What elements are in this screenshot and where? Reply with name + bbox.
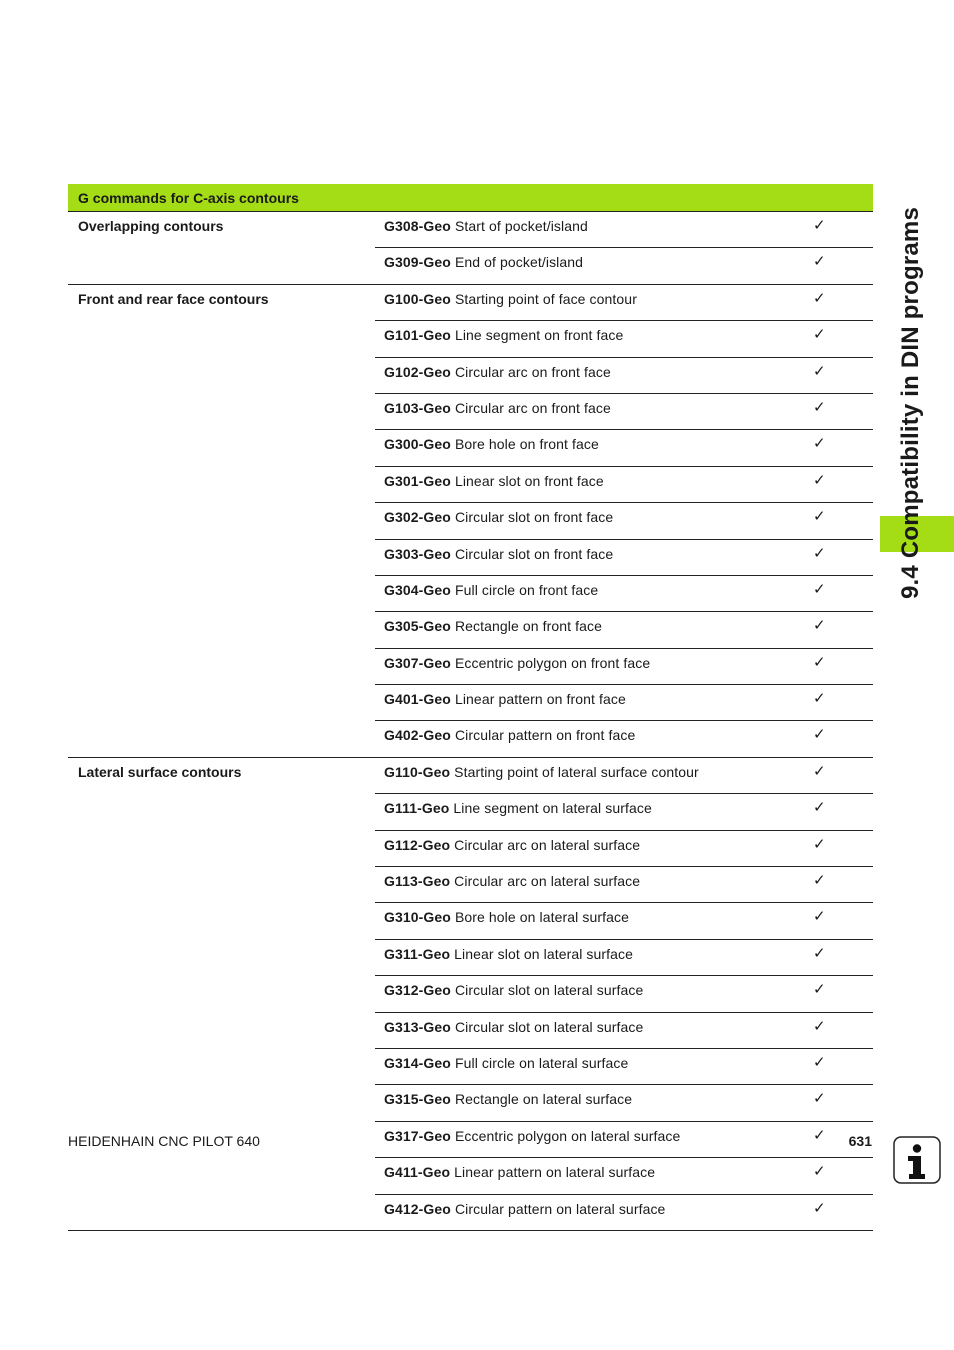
group-label-empty: [68, 503, 375, 539]
command-description: Circular arc on front face: [454, 399, 611, 416]
support-cell: [803, 539, 873, 575]
command-description: Bore hole on front face: [454, 436, 599, 453]
table-row: [68, 648, 873, 684]
command-cell: [375, 575, 803, 611]
command-code: G309-Geo: [384, 254, 451, 271]
support-cell: [803, 1048, 873, 1084]
command-cell: [375, 612, 803, 648]
checkmark-icon: ✓: [813, 1090, 826, 1108]
command-cell: [375, 830, 803, 866]
page-number: 631: [848, 1133, 872, 1149]
command-cell: [375, 903, 803, 939]
checkmark-icon: ✓: [813, 1126, 826, 1144]
table-row: [68, 503, 873, 539]
checkmark-icon: ✓: [813, 653, 826, 671]
support-cell: [803, 1194, 873, 1230]
support-cell: [803, 612, 873, 648]
command-description: Circular pattern on lateral surface: [454, 1200, 666, 1217]
table-title: G commands for C-axis contours: [68, 184, 873, 212]
checkmark-icon: ✓: [813, 872, 826, 890]
command-description: Linear slot on lateral surface: [454, 945, 634, 962]
support-cell: [803, 1012, 873, 1048]
command-cell: [375, 1121, 803, 1157]
table-row: [68, 867, 873, 903]
group-label-empty: [68, 721, 375, 757]
checkmark-icon: ✓: [813, 690, 826, 708]
support-cell: [803, 430, 873, 466]
group-label-empty: [68, 648, 375, 684]
table-row: [68, 1194, 873, 1230]
command-code: G101-Geo: [384, 327, 451, 344]
command-description: Circular arc on front face: [454, 363, 611, 380]
support-cell: [803, 685, 873, 721]
support-cell: [803, 903, 873, 939]
command-cell: [375, 539, 803, 575]
command-cell: [375, 503, 803, 539]
command-cell: [375, 721, 803, 757]
command-description: Circular slot on front face: [454, 545, 614, 562]
command-cell: [375, 867, 803, 903]
command-cell: [375, 939, 803, 975]
checkmark-icon: ✓: [813, 326, 826, 344]
command-code: G310-Geo: [384, 909, 451, 926]
support-cell: [803, 1085, 873, 1121]
group-label: Overlapping contours: [78, 218, 224, 234]
command-description: Rectangle on front face: [454, 618, 603, 635]
group-label-empty: [68, 539, 375, 575]
command-cell: [375, 794, 803, 830]
group-label-empty: [68, 794, 375, 830]
checkmark-icon: ✓: [813, 1017, 826, 1035]
checkmark-icon: ✓: [813, 1163, 826, 1181]
command-code: G304-Geo: [384, 581, 451, 598]
command-code: G315-Geo: [384, 1091, 451, 1108]
command-code: G402-Geo: [384, 727, 451, 744]
command-cell: [375, 248, 803, 284]
support-cell: [803, 648, 873, 684]
command-description: Full circle on lateral surface: [454, 1054, 629, 1071]
footer-product-name: HEIDENHAIN CNC PILOT 640: [68, 1133, 260, 1149]
checkmark-icon: ✓: [813, 981, 826, 999]
command-description: End of pocket/island: [454, 254, 584, 271]
info-icon: [893, 1136, 941, 1184]
support-cell: [803, 466, 873, 502]
command-code: G110-Geo: [384, 763, 451, 780]
command-cell: [375, 284, 803, 320]
group-label-empty: [68, 357, 375, 393]
command-cell: [375, 1048, 803, 1084]
command-description: Line segment on front face: [454, 327, 624, 344]
support-cell: [803, 248, 873, 284]
command-code: G302-Geo: [384, 509, 451, 526]
group-label-empty: [68, 939, 375, 975]
group-label-empty: [68, 248, 375, 284]
table-row: [68, 903, 873, 939]
command-cell: [375, 321, 803, 357]
command-code: G401-Geo: [384, 691, 451, 708]
group-label-empty: [68, 1158, 375, 1194]
support-cell: [803, 357, 873, 393]
command-description: Line segment on lateral surface: [453, 800, 652, 817]
table-row: [68, 1012, 873, 1048]
command-description: Circular slot on lateral surface: [454, 982, 644, 999]
checkmark-icon: ✓: [813, 1199, 826, 1217]
command-code: G305-Geo: [384, 618, 451, 635]
command-code: G312-Geo: [384, 982, 451, 999]
command-description: Eccentric polygon on lateral surface: [454, 1127, 681, 1144]
table-row: [68, 357, 873, 393]
checkmark-icon: ✓: [813, 762, 826, 780]
checkmark-icon: ✓: [813, 944, 826, 962]
table-row: [68, 830, 873, 866]
checkmark-icon: ✓: [813, 1053, 826, 1071]
command-description: Circular arc on lateral surface: [454, 873, 641, 890]
command-description: Eccentric polygon on front face: [454, 654, 651, 671]
support-cell: [803, 284, 873, 320]
command-description: Start of pocket/island: [454, 218, 588, 234]
checkmark-icon: ✓: [813, 799, 826, 817]
command-description: Linear pattern on lateral surface: [454, 1164, 656, 1181]
support-cell: [803, 575, 873, 611]
table-row: [68, 939, 873, 975]
group-label: Front and rear face contours: [68, 284, 375, 320]
command-description: Full circle on front face: [454, 581, 599, 598]
checkmark-icon: ✓: [813, 726, 826, 744]
checkmark-icon: ✓: [813, 362, 826, 380]
command-description: Circular arc on lateral surface: [454, 836, 641, 853]
command-cell: [375, 1158, 803, 1194]
command-cell: [375, 648, 803, 684]
checkmark-icon: ✓: [813, 580, 826, 598]
table-header-row: [68, 184, 873, 212]
command-code: G411-Geo: [384, 1164, 451, 1181]
support-cell: [803, 212, 873, 248]
command-description: Circular slot on front face: [454, 509, 614, 526]
command-code: G112-Geo: [384, 836, 451, 853]
group-label-empty: [68, 612, 375, 648]
checkmark-icon: ✓: [813, 471, 826, 489]
table-row: [68, 212, 873, 248]
table-row: [68, 976, 873, 1012]
support-cell: [803, 321, 873, 357]
checkmark-icon: ✓: [813, 908, 826, 926]
command-description: Starting point of lateral surface contour: [454, 763, 699, 780]
section-heading-vertical: 9.4 Compatibility in DIN programs: [897, 207, 924, 599]
command-code: G113-Geo: [384, 873, 451, 890]
command-cell: [375, 1085, 803, 1121]
table-row: [68, 466, 873, 502]
command-description: Circular pattern on front face: [454, 727, 636, 744]
support-cell: [803, 1158, 873, 1194]
table-row: [68, 794, 873, 830]
table-row: [68, 248, 873, 284]
checkmark-icon: ✓: [813, 253, 826, 271]
command-cell: [375, 212, 803, 248]
support-cell: [803, 503, 873, 539]
table-row: [68, 1048, 873, 1084]
command-cell: [375, 357, 803, 393]
command-description: Circular slot on lateral surface: [454, 1018, 644, 1035]
command-cell: [375, 685, 803, 721]
command-code: G300-Geo: [384, 436, 451, 453]
command-code: G303-Geo: [384, 545, 451, 562]
checkmark-icon: ✓: [813, 398, 826, 416]
g-commands-table: [68, 184, 873, 1231]
command-code: G317-Geo: [384, 1127, 451, 1144]
command-cell: [375, 393, 803, 429]
command-description: Starting point of face contour: [454, 290, 637, 307]
command-description: Linear pattern on front face: [454, 691, 626, 708]
command-code: G100-Geo: [384, 290, 451, 307]
checkmark-icon: ✓: [813, 217, 826, 234]
command-code: G111-Geo: [384, 800, 450, 817]
table-row: [68, 393, 873, 429]
command-code: G313-Geo: [384, 1018, 451, 1035]
command-cell: [375, 466, 803, 502]
group-label-empty: [68, 867, 375, 903]
support-cell: [803, 393, 873, 429]
command-code: G102-Geo: [384, 363, 451, 380]
table-row: [68, 685, 873, 721]
command-code: G412-Geo: [384, 1200, 451, 1217]
support-cell: [803, 976, 873, 1012]
command-code: G103-Geo: [384, 399, 451, 416]
table-row: [68, 284, 873, 320]
group-label-empty: [68, 1085, 375, 1121]
table-row: [68, 539, 873, 575]
group-label: Lateral surface contours: [68, 757, 375, 793]
command-code: G307-Geo: [384, 654, 451, 671]
table-row: [68, 721, 873, 757]
command-description: Linear slot on front face: [454, 472, 604, 489]
checkmark-icon: ✓: [813, 835, 826, 853]
command-cell: [375, 1194, 803, 1230]
command-description: Rectangle on lateral surface: [454, 1091, 633, 1108]
table-row: [68, 430, 873, 466]
group-label-empty: [68, 393, 375, 429]
group-label-empty: [68, 321, 375, 357]
support-cell: [803, 830, 873, 866]
support-cell: [803, 757, 873, 793]
checkmark-icon: ✓: [813, 544, 826, 562]
checkmark-icon: ✓: [813, 289, 826, 307]
command-code: G308-Geo: [384, 218, 451, 234]
support-cell: [803, 794, 873, 830]
group-label-empty: [68, 685, 375, 721]
group-label-empty: [68, 466, 375, 502]
group-label-empty: [68, 1012, 375, 1048]
command-code: G311-Geo: [384, 945, 451, 962]
group-label-empty: [68, 1048, 375, 1084]
command-description: Bore hole on lateral surface: [454, 909, 629, 926]
command-cell: [375, 757, 803, 793]
group-label-empty: [68, 430, 375, 466]
table-row: [68, 757, 873, 793]
checkmark-icon: ✓: [813, 435, 826, 453]
support-cell: [803, 867, 873, 903]
group-label-empty: [68, 1194, 375, 1230]
command-cell: [375, 1012, 803, 1048]
group-label-empty: [68, 830, 375, 866]
table-row: [68, 1085, 873, 1121]
group-label-empty: [68, 976, 375, 1012]
command-cell: [375, 976, 803, 1012]
command-cell: [375, 430, 803, 466]
checkmark-icon: ✓: [813, 508, 826, 526]
table-row: [68, 1158, 873, 1194]
group-label-empty: [68, 903, 375, 939]
checkmark-icon: ✓: [813, 617, 826, 635]
support-cell: [803, 939, 873, 975]
support-cell: [803, 721, 873, 757]
command-code: G314-Geo: [384, 1054, 451, 1071]
command-code: G301-Geo: [384, 472, 451, 489]
table-row: [68, 575, 873, 611]
table-row: [68, 321, 873, 357]
group-label-empty: [68, 575, 375, 611]
table-body: [68, 212, 873, 1231]
table-row: [68, 612, 873, 648]
